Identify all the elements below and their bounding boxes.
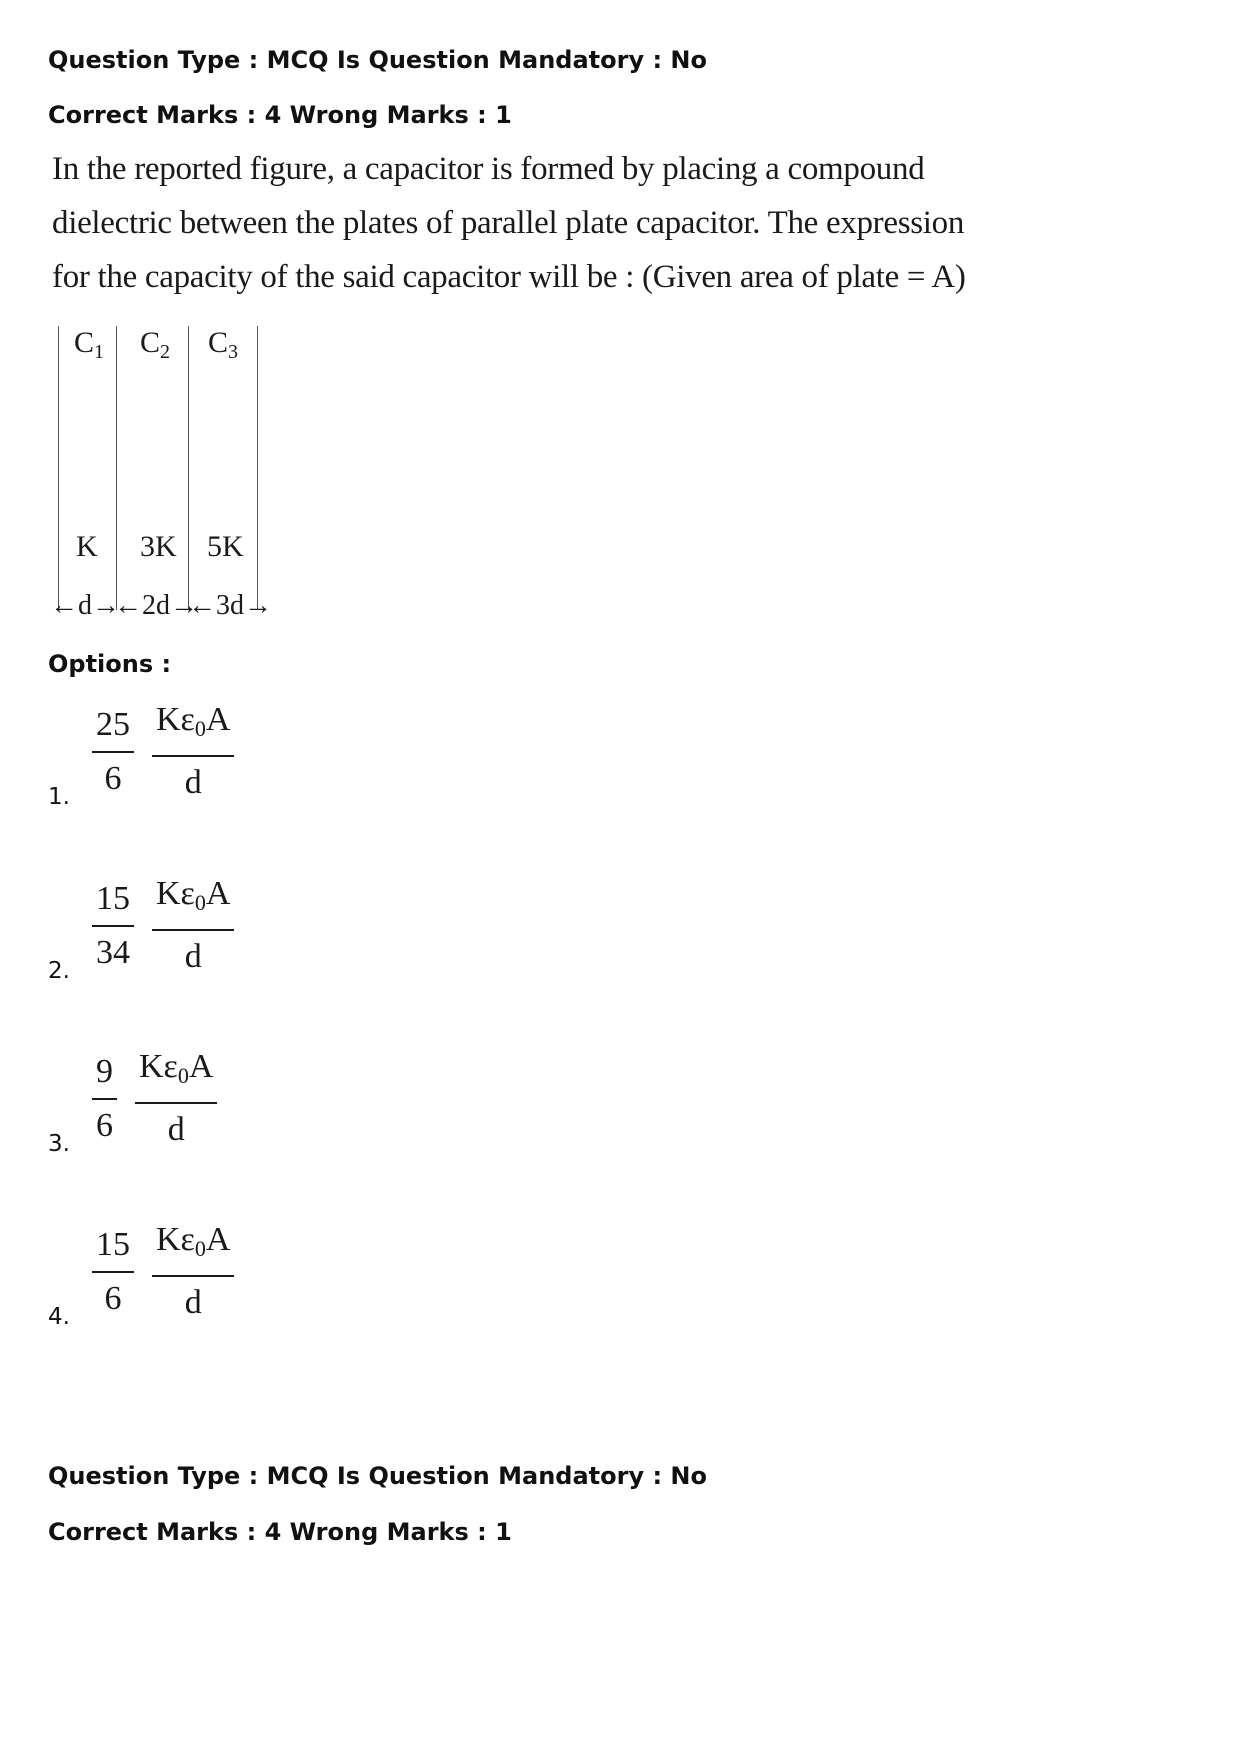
marks-line: Correct Marks : 4 Wrong Marks : 1 [48,101,512,129]
coefficient-fraction: $\frac{25}{6}$ [92,705,134,799]
label-c2: $C_2$ [140,326,171,363]
option-2[interactable] [48,874,448,984]
label-c1: $C_1$ [74,326,105,363]
option-formula [92,1220,252,1323]
option-number: 1. [48,784,70,810]
option-number: 4. [48,1304,70,1330]
distance-d1: ←d→ [50,590,120,621]
dielectric-k1: K [76,530,98,563]
option-4[interactable] [48,1220,448,1330]
distance-d2: ←2d→ [114,590,198,621]
option-formula [92,874,252,977]
capacitor-figure [52,320,272,625]
next-marks-line: Correct Marks : 4 Wrong Marks : 1 [48,1518,512,1546]
boundary-1 [116,326,117,610]
label-c3: $C_3$ [208,326,239,363]
plate-right [257,326,258,610]
option-1[interactable] [48,700,448,810]
dielectric-k2: 3K [140,530,177,563]
dielectric-k3: 5K [207,530,244,563]
question-type-line: Question Type : MCQ Is Question Mandatory : No [48,46,707,74]
expression-fraction: $\frac{K\varepsilon_0A}{d}$ [152,700,234,803]
next-question-type-line: Question Type : MCQ Is Question Mandatory : No [48,1462,707,1490]
plate-left [58,326,59,610]
options-label: Options : [48,650,172,678]
option-number: 2. [48,958,70,984]
expression-fraction: $\frac{K\varepsilon_0A}{d}$ [152,874,234,977]
option-3[interactable] [48,1047,448,1157]
coefficient-fraction: $\frac{9}{6}$ [92,1052,117,1146]
distance-d3: ←3d→ [188,590,272,621]
option-formula [92,1047,235,1150]
coefficient-fraction: $\frac{15}{34}$ [92,879,134,973]
question-text: In the reported figure, a capacitor is formed by placing a compound dielectric between the plates of parallel plate capacitor. The expression for the capacity of the said capacitor will be : (Given area of plate = A) [52,151,966,295]
expression-fraction: $\frac{K\varepsilon_0A}{d}$ [152,1220,234,1323]
boundary-2 [188,326,189,610]
coefficient-fraction: $\frac{15}{6}$ [92,1225,134,1319]
option-number: 3. [48,1131,70,1157]
expression-fraction: $\frac{K\varepsilon_0A}{d}$ [135,1047,217,1150]
option-formula [92,700,252,803]
